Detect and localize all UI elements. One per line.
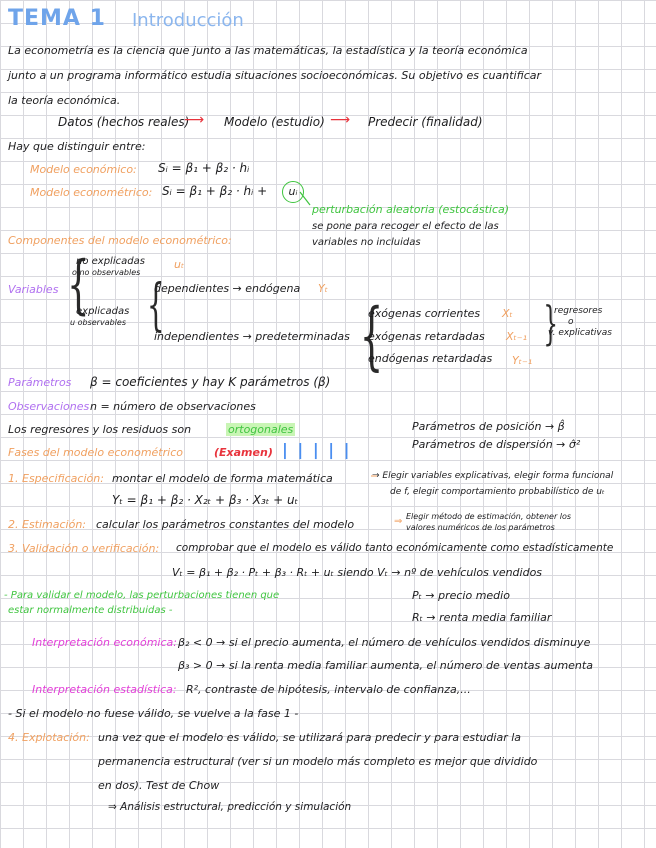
interp-econ-label: Interpretación económica:: [32, 636, 177, 649]
exo1: exógenas corrientes: [368, 307, 481, 320]
f4-l4: ⇒ Análisis estructural, predicción y simulación: [108, 801, 352, 813]
f1-eq: Yₜ = β₁ + β₂ · X₂ₜ + β₃ · X₃ₜ + uₜ: [112, 493, 299, 507]
parametros-text: β = coeficientes y hay K parámetros (β): [90, 375, 331, 389]
arrow-icon: ⟶: [184, 112, 205, 128]
fase1-note: - Si el modelo no fuese válido, se vuelve a la fase 1 -: [8, 707, 299, 720]
f2-label: 2. Estimación:: [8, 518, 87, 531]
y-symbol: Yₜ: [318, 282, 328, 295]
brace-close-icon: }: [543, 296, 558, 350]
page-subtitle: Introducción: [132, 10, 244, 31]
f1-label: 1. Especificación:: [8, 472, 104, 485]
f3-eq: Vₜ = β₁ + β₂ · Pₜ + β₃ · Rₜ + uₜ siendo Vₜ → nº de vehículos vendidos: [172, 566, 543, 579]
f4-l1: una vez que el modelo es válido, se utilizará para predecir y para estudiar la: [98, 731, 522, 744]
interp-econ-l1: β₂ < 0 → si el precio aumenta, el número de vehículos vendidos disminuye: [178, 636, 591, 649]
perturbacion-arrow: [300, 192, 310, 205]
parametros-dispersion: Parámetros de dispersión → σ̂²: [412, 438, 581, 451]
intro-line-2: junto a un programa informático estudia situaciones socioeconómicas. Su objetivo es cuantificar: [8, 69, 542, 82]
f4-l3: en dos). Test de Chow: [98, 779, 220, 792]
fases-label: Fases del modelo econométrico: [8, 446, 183, 459]
emphasis-marks: | | | | |: [282, 440, 352, 459]
u-symbol: uₜ: [174, 258, 185, 271]
arrow-icon: ⟶: [330, 112, 351, 128]
f2-note-1: Elegir método de estimación, obtener los: [406, 512, 572, 521]
modelo-econometrico-eq: Sᵢ = β₁ + β₂ · hᵢ +: [162, 184, 268, 198]
no-observables: o no observables: [72, 268, 141, 277]
f4-label: 4. Explotación:: [8, 731, 90, 744]
f3-text: comprobar que el modelo es válido tanto económicamente como estadísticamente: [176, 542, 614, 554]
brace-icon: {: [67, 248, 90, 322]
intro-line-3: la teoría económica.: [8, 94, 121, 107]
f1-note-2: de f, elegir comportamiento probabilístico de uₜ: [390, 487, 605, 497]
examen-label: (Examen): [214, 446, 273, 459]
o-text: o: [568, 317, 574, 327]
parametros-label: Parámetros: [8, 376, 72, 389]
distinguir-text: Hay que distinguir entre:: [8, 140, 146, 153]
f2-text: calcular los parámetros constantes del modelo: [96, 518, 355, 531]
exo3-symbol: Yₜ₋₁: [512, 354, 533, 367]
observaciones-label: Observaciones: [8, 400, 90, 413]
f3-valid-2: estar normalmente distribuidas -: [8, 605, 173, 616]
page-title: TEMA 1: [8, 6, 106, 31]
flow-predecir: Predecir (finalidad): [368, 115, 483, 129]
explicadas: explicadas: [76, 306, 130, 317]
observaciones-text: n = número de observaciones: [90, 400, 256, 413]
brace-icon: {: [359, 293, 384, 379]
f1-note-1: ⇒ Elegir variables explicativas, elegir forma funcional: [372, 471, 614, 481]
explicativas: v. explicativas: [548, 328, 612, 338]
modelo-economico-eq: Sᵢ = β₁ + β₂ · hᵢ: [158, 161, 250, 175]
brace-icon: {: [146, 273, 165, 338]
perturbacion-note-1: se pone para recoger el efecto de las: [312, 221, 499, 232]
parametros-posicion: Parámetros de posición → β̂: [412, 420, 565, 433]
exo2-symbol: Xₜ₋₁: [506, 330, 527, 343]
f4-l2: permanencia estructural (ver si un modelo más completo es mejor que dividido: [98, 755, 538, 768]
exo1-symbol: Xₜ: [502, 307, 513, 320]
perturbacion-label: perturbación aleatoria (estocástica): [312, 203, 510, 216]
componentes-label: Componentes del modelo econométrico:: [8, 234, 232, 247]
interp-econ-l2: β₃ > 0 → si la renta media familiar aumenta, el número de ventas aumenta: [178, 659, 593, 672]
f3-label: 3. Validación o verificación:: [8, 542, 160, 555]
interp-est-label: Interpretación estadística:: [32, 683, 177, 696]
f3-valid-1: - Para validar el modelo, las perturbaciones tienen que: [4, 590, 280, 601]
variables-label: Variables: [8, 283, 59, 296]
arrow-icon: ⇒: [394, 516, 403, 527]
modelo-economico-label: Modelo económico:: [30, 163, 137, 176]
no-explicadas: no explicadas: [76, 256, 145, 267]
observables: u observables: [70, 318, 126, 327]
independientes: independientes → predeterminadas: [154, 330, 350, 343]
intro-line-1: La econometría es la ciencia que junto a las matemáticas, la estadística y la teoría económica: [8, 44, 528, 57]
residuos-text: Los regresores y los residuos son: [8, 423, 192, 436]
f3-r: Rₜ → renta media familiar: [412, 611, 552, 624]
flow-datos: Datos (hechos reales): [58, 115, 190, 129]
flow-modelo: Modelo (estudio): [224, 115, 325, 129]
f3-p: Pₜ → precio medio: [412, 589, 510, 602]
modelo-econometrico-label: Modelo econométrico:: [30, 186, 153, 199]
u-circle: uᵢ: [282, 181, 304, 203]
perturbacion-note-2: variables no incluidas: [312, 237, 421, 248]
ortogonales-word: ortogonales: [228, 423, 294, 436]
exo2: exógenas retardadas: [368, 330, 485, 343]
regresores: regresores: [554, 306, 603, 316]
dependientes: dependientes → endógena: [154, 282, 301, 295]
f1-text: montar el modelo de forma matemática: [112, 472, 333, 485]
exo3: endógenas retardadas: [368, 352, 493, 365]
f2-note-2: valores numéricos de los parámetros: [406, 523, 555, 532]
interp-est-text: R², contraste de hipótesis, intervalo de confianza,...: [186, 683, 471, 696]
